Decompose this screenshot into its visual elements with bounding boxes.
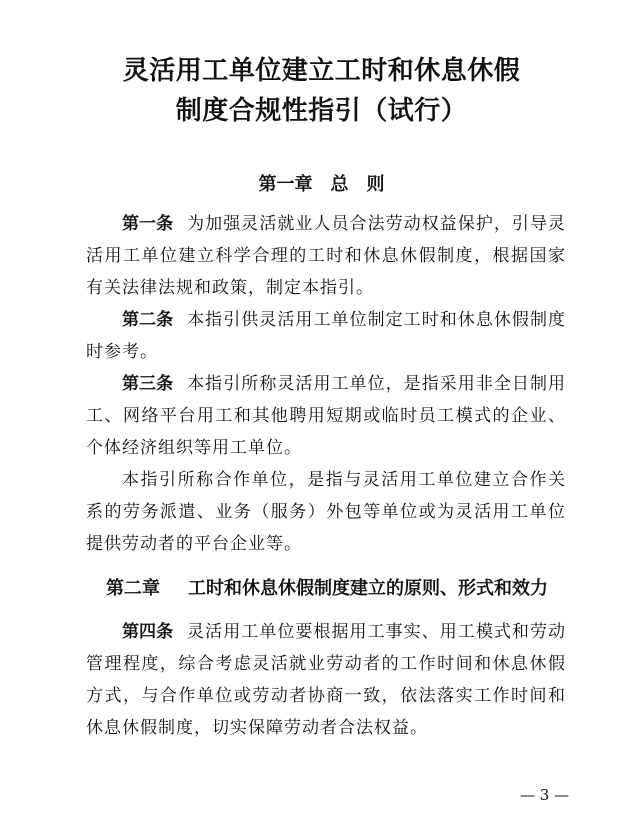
article-3-label: 第三条 [122, 374, 174, 394]
chapter-1-heading: 第一章 总 则 [258, 174, 385, 195]
article-4-label: 第四条 [122, 622, 174, 642]
article-2-text: 本指引供灵活用工单位制定工时和休息休假制度时参考。 [86, 310, 567, 362]
article-1 [86, 208, 566, 304]
article-3 [86, 368, 566, 464]
document-title-line-1: 灵活用工单位建立工时和休息休假 [122, 56, 521, 86]
chapter-2-title: 工时和休息休假制度建立的原则、形式和效力 [188, 578, 548, 599]
chapter-2-heading [106, 574, 548, 600]
article-3-paragraph-2: 本指引所称合作单位，是指与灵活用工单位建立合作关系的劳务派遣、业务（服务）外包等单位或为灵活用工单位提供劳动者的平台企业等。 [86, 470, 566, 554]
article-4 [86, 616, 566, 744]
chapter-2-number: 第二章 [106, 578, 160, 599]
article-1-label: 第一条 [122, 214, 174, 234]
document-title-line-2: 制度合规性指引（试行） [175, 96, 468, 126]
article-2-label: 第二条 [122, 310, 174, 330]
page-number: — 3 — [520, 786, 570, 804]
article-4-text: 灵活用工单位要根据用工事实、用工模式和劳动管理程度，综合考虑灵活就业劳动者的工作时间和休息休假方式，与合作单位或劳动者协商一致，依法落实工作时间和休息休假制度，切实保障劳动者合法权益。 [86, 622, 567, 738]
article-3-text: 本指引所称灵活用工单位，是指采用非全日制用工、网络平台用工和其他聘用短期或临时员工模式的企业、个体经济组织等用工单位。 [86, 374, 567, 458]
article-2 [86, 304, 566, 368]
article-1-text: 为加强灵活就业人员合法劳动权益保护，引导灵活用工单位建立科学合理的工时和休息休假制度，根据国家有关法律法规和政策，制定本指引。 [86, 214, 567, 298]
